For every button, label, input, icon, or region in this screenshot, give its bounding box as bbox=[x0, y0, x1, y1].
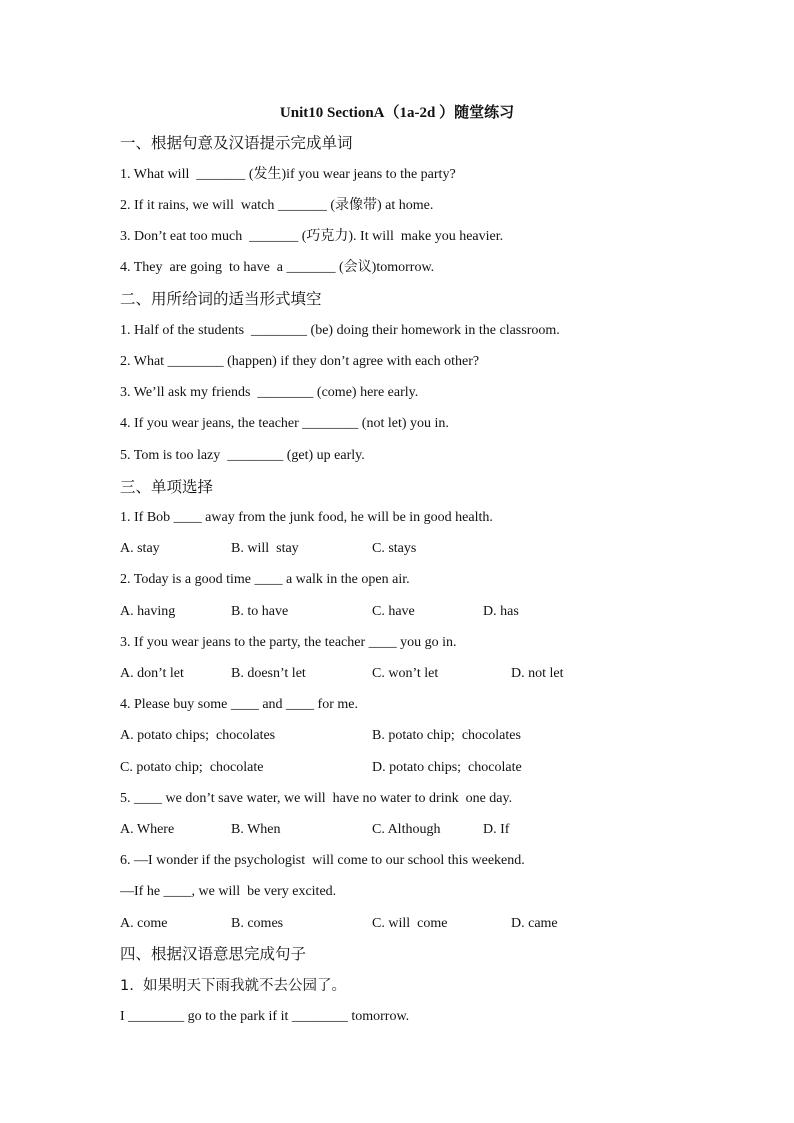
option-b: B. potato chip; chocolates bbox=[372, 728, 521, 743]
question-line: 3. Don’t eat too much _______ (巧克力). It will make you heavier. bbox=[120, 229, 504, 244]
translation-line: I ________ go to the park if it ________ tomorrow. bbox=[120, 1009, 410, 1024]
section-heading: 一、根据句意及汉语提示完成单词 bbox=[120, 134, 353, 152]
option-b: B. will stay bbox=[231, 541, 299, 556]
question-line: 2. What ________ (happen) if they don’t agree with each other? bbox=[120, 354, 480, 369]
section-heading: 二、用所给词的适当形式填空 bbox=[120, 290, 322, 308]
option-b: B. to have bbox=[231, 604, 289, 619]
question-line: 1. Half of the students ________ (be) doing their homework in the classroom. bbox=[120, 323, 560, 338]
chinese-prompt: 1. 如果明天下雨我就不去公园了。 bbox=[120, 978, 347, 994]
option-c: C. stays bbox=[372, 541, 417, 556]
page-title: Unit10 SectionA（1a-2d ）随堂练习 bbox=[279, 105, 515, 121]
option-a: A. come bbox=[120, 916, 168, 931]
question-line: 3. We’ll ask my friends ________ (come) here early. bbox=[120, 385, 419, 400]
option-c: C. have bbox=[372, 604, 415, 619]
option-c: C. Although bbox=[372, 822, 441, 837]
question-stem-reply: —If he ____, we will be very excited. bbox=[120, 884, 337, 899]
question-stem: 4. Please buy some ____ and ____ for me. bbox=[120, 697, 358, 712]
option-b: B. When bbox=[231, 822, 281, 837]
option-d: D. If bbox=[483, 822, 510, 837]
option-d: D. potato chips; chocolate bbox=[372, 760, 522, 775]
question-line: 4. If you wear jeans, the teacher ________ (not let) you in. bbox=[120, 416, 449, 431]
option-c: C. will come bbox=[372, 916, 448, 931]
option-b: B. comes bbox=[231, 916, 284, 931]
option-c: C. won’t let bbox=[372, 666, 439, 681]
question-line: 2. If it rains, we will watch _______ (录像带) at home. bbox=[120, 198, 434, 213]
option-a: A. having bbox=[120, 604, 176, 619]
option-b: B. doesn’t let bbox=[231, 666, 306, 681]
section-heading: 四、根据汉语意思完成句子 bbox=[120, 945, 307, 963]
option-a: A. stay bbox=[120, 541, 160, 556]
section-heading: 三、单项选择 bbox=[120, 478, 214, 496]
option-a: A. don’t let bbox=[120, 666, 184, 681]
option-a: A. Where bbox=[120, 822, 175, 837]
question-line: 1. What will _______ (发生)if you wear jeans to the party? bbox=[120, 167, 456, 182]
question-line: 4. They are going to have a _______ (会议)tomorrow. bbox=[120, 260, 435, 275]
question-line: 5. Tom is too lazy ________ (get) up early. bbox=[120, 448, 365, 463]
option-c: C. potato chip; chocolate bbox=[120, 760, 264, 775]
question-stem: 6. —I wonder if the psychologist will come to our school this weekend. bbox=[120, 853, 525, 868]
option-a: A. potato chips; chocolates bbox=[120, 728, 276, 743]
question-stem: 5. ____ we don’t save water, we will have no water to drink one day. bbox=[120, 791, 513, 806]
question-stem: 3. If you wear jeans to the party, the teacher ____ you go in. bbox=[120, 635, 457, 650]
option-d: D. has bbox=[483, 604, 519, 619]
option-d: D. not let bbox=[511, 666, 564, 681]
option-d: D. came bbox=[511, 916, 558, 931]
question-stem: 2. Today is a good time ____ a walk in the open air. bbox=[120, 572, 410, 587]
question-stem: 1. If Bob ____ away from the junk food, he will be in good health. bbox=[120, 510, 493, 525]
